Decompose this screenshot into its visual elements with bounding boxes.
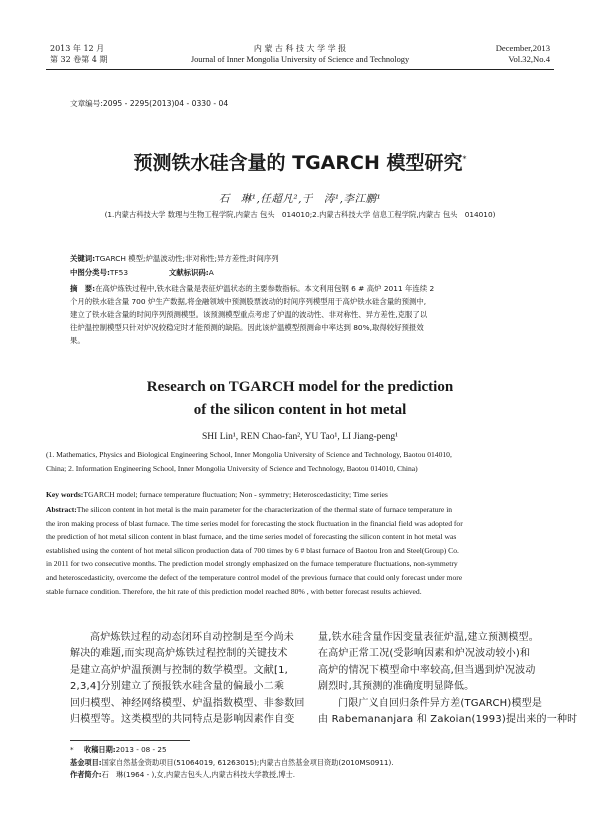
- footnote-label: 基金项目:: [70, 757, 102, 767]
- keywords-cn-text: TGARCH 模型;炉温波动性;非对称性;异方差性;时间序列: [95, 254, 279, 263]
- abstract-cn-line: 建立了铁水硅含量的时间序列预测模型。该预测模型重点考虑了炉温的波动性、非对称性、异方差性,克服了以: [70, 310, 428, 319]
- abstract-en-line: established using the content of hot metal silicon production data of 700 times by 6 # blast furnace of Baotou Iron and Steel(Group) Co.: [46, 545, 459, 555]
- title-cn: [0, 148, 600, 175]
- keywords-cn: [70, 252, 279, 265]
- abstract-cn-line: 个月的铁水硅含量 700 炉生产数据,将金融领域中预测股票波动的时间序列模型用于高炉铁水硅含量的预测中,: [70, 297, 427, 306]
- footnote-text: 2013 - 08 - 25: [115, 745, 167, 754]
- doc-code-label: 文献标识码:: [168, 268, 209, 277]
- article-number: 文章编号:2095 - 2295(2013)04 - 0330 - 04: [70, 99, 229, 108]
- authors-en: SHI Lin¹, REN Chao-fan², YU Tao¹, LI Jiang-peng¹: [202, 432, 398, 442]
- abstract-cn-label: 摘 要:: [70, 284, 96, 293]
- header-right: [496, 43, 550, 65]
- clc-value: TF53: [109, 268, 129, 277]
- affiliation-en-line: China; 2. Information Engineering School, Inner Mongolia University of Science and Technology, Baotou 014010, China): [46, 463, 418, 473]
- doc-code-value: A: [208, 268, 214, 277]
- footnote-label: 作者简介:: [70, 770, 102, 779]
- keywords-en-label: Key words:: [46, 490, 84, 499]
- body-line: 在高炉正常工况(受影响因素和炉况波动较小)和: [318, 648, 531, 660]
- abstract-en-line: and heteroscedasticity, overcome the defect of the temperature control model of the previous furnace that could only forecast under more: [46, 572, 463, 582]
- body-line: 归模型等。这类模型的共同特点是影响因素作自变: [70, 714, 295, 726]
- footnotes: [70, 744, 394, 782]
- body-line: 量,铁水硅含量作因变量表征炉温,建立预测模型。: [318, 632, 539, 643]
- header-volume-en: Vol.32,No.4: [508, 54, 550, 64]
- body-line: 回归模型、神经网络模型、炉温指数模型、非参数回: [70, 697, 305, 709]
- header-rule: [46, 69, 554, 70]
- abstract-en-line: the prediction of hot metal silicon content in blast furnace, and the time series model of forecasting the silicon content in hot metal was: [46, 532, 457, 542]
- title-en: [0, 376, 600, 422]
- title-cn-text: 预测铁水硅含量的 TGARCH 模型研究: [133, 152, 463, 174]
- abstract-cn: [70, 282, 540, 347]
- abstract-en: [46, 503, 556, 598]
- keywords-cn-label: 关键词:: [70, 254, 96, 263]
- abstract-en-line: the iron making process of blast furnace. The time series model for forecasting the stock fluctuation in the financial field was adopted for: [46, 518, 463, 528]
- header-volume: 第 32 卷第 4 期: [50, 55, 108, 64]
- body-line: 由 Rabemananjara 和 Zakoian(1993)提出来的一种时: [318, 714, 578, 726]
- body-column-right: [318, 630, 578, 728]
- body-line: 解决的难题,而实现高炉炼铁过程控制的关键技术: [70, 648, 288, 660]
- abstract-cn-line: 在高炉炼铁过程中,铁水硅含量是表征炉温状态的主要参数指标。本文利用包钢 6 # 高炉 2011 年连续 2: [95, 284, 435, 293]
- footnote-mark: *: [70, 745, 74, 754]
- footnote-text: 国家自然基金资助项目(51064019, 61263015);内蒙古自然基金项目资助(2010MS0911).: [101, 757, 394, 767]
- clc-label: 中图分类号:: [70, 268, 110, 277]
- body-line: 高炉的情况下模型命中率较高,但当遇到炉况波动: [318, 664, 536, 676]
- abstract-en-label: Abstract:: [46, 505, 77, 514]
- keywords-en-text: TGARCH model; furnace temperature fluctuation; Non - symmetry; Heteroscedasticity; Time series: [83, 490, 388, 499]
- body-line: 剧烈时,其预测的准确度明显降低。: [318, 681, 475, 693]
- footnote-rule: [70, 740, 190, 741]
- body-line: 高炉炼铁过程的动态闭环自动控制是至今尚未: [90, 632, 294, 643]
- abstract-en-line: in 2011 for two consecutive months. The prediction model strongly emphasized on the furnace temperature fluctuations, non-symmetry: [46, 559, 458, 569]
- journal-name-en: Journal of Inner Mongolia University of Science and Technology: [190, 55, 410, 64]
- abstract-en-line: stable furnace condition. Therefore, the hit rate of this prediction model reached 80% , with better forecast results achieved.: [46, 586, 422, 596]
- affiliation-cn: (1.内蒙古科技大学 数理与生物工程学院,内蒙古 包头 014010;2.内蒙古科技大学 信息工程学院,内蒙古 包头 014010): [104, 210, 496, 219]
- title-footnote-mark: *: [462, 154, 467, 164]
- abstract-cn-line: 果。: [70, 336, 85, 345]
- affiliation-en-line: (1. Mathematics, Physics and Biological Engineering School, Inner Mongolia University of Science and Technology, Baotou 014010,: [46, 450, 452, 459]
- abstract-en-line: The silicon content in hot metal is the main parameter for the characterization of the thermal state of furnace temperature in: [76, 505, 453, 514]
- body-line: 2,3,4]分别建立了预报铁水硅含量的偏最小二乘: [70, 681, 285, 693]
- classification-cn: [70, 266, 214, 279]
- footnote-text: 石 琳(1964 - ),女,内蒙古包头人,内蒙古科技大学教授,博士.: [101, 770, 296, 779]
- authors-cn: 石 琳¹,任超凡²,于 涛¹,李江鹏¹: [218, 193, 382, 205]
- keywords-en: [46, 488, 388, 502]
- title-en-line: Research on TGARCH model for the prediction: [146, 379, 454, 395]
- body-column-left: [70, 630, 310, 728]
- body-line: 门限广义自回归条件异方差(TGARCH)模型是: [338, 697, 543, 709]
- header-date: 2013 年 12 月: [50, 44, 105, 53]
- header-date-en: December,2013: [495, 43, 550, 53]
- body-line: 是建立高炉炉温预测与控制的数学模型。文献[1,: [70, 664, 289, 676]
- abstract-cn-line: 往炉温控制模型只针对炉况较稳定时才能预测的缺陷。因此该炉温模型预测命中率达到 80%,取得较好预报效: [70, 323, 424, 332]
- footnote-label: 收稿日期:: [84, 745, 116, 754]
- title-en-line: of the silicon content in hot metal: [193, 402, 407, 418]
- journal-name-cn: 内 蒙 古 科 技 大 学 学 报: [253, 44, 347, 53]
- affiliation-en: [46, 448, 556, 475]
